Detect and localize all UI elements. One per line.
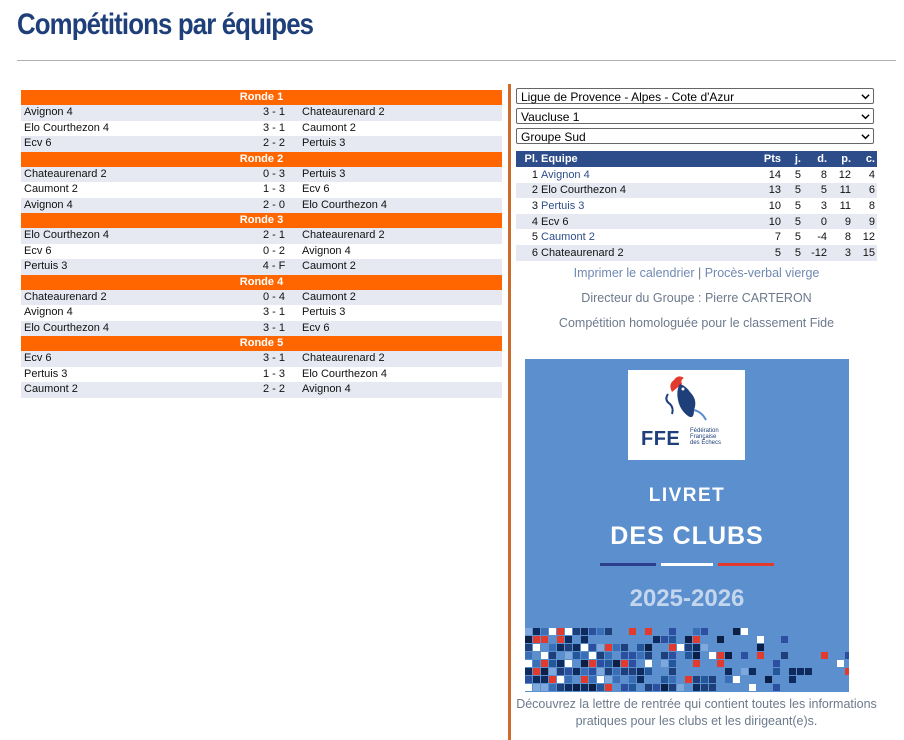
- header-p: p.: [827, 151, 851, 167]
- match-away-team: Pertuis 3: [302, 137, 346, 149]
- match-away-team: Chateaurenard 2: [302, 352, 385, 364]
- rank-cell: 2: [516, 183, 541, 199]
- for-cell: 8: [844, 231, 851, 244]
- round-header: Ronde 4: [21, 275, 502, 290]
- team-link[interactable]: Avignon 4: [541, 168, 590, 181]
- banner-years: 2025-2026: [629, 585, 745, 612]
- header-team: Equipe: [541, 151, 747, 167]
- against-cell: 12: [862, 231, 875, 244]
- chevron-down-icon: [861, 92, 870, 101]
- standings-row: [516, 198, 877, 214]
- match-home-team: Avignon 4: [24, 306, 73, 318]
- banner-title-line2: DES CLUBS: [610, 522, 764, 550]
- ffe-logo: [628, 370, 745, 460]
- standings-table: [516, 151, 877, 261]
- calendar-links: [516, 266, 877, 280]
- division-select-value: Vaucluse 1: [521, 110, 580, 124]
- rooster-icon: [628, 370, 745, 428]
- title-divider: [17, 60, 896, 61]
- match-row: [21, 290, 502, 306]
- blank-report-link[interactable]: Procès-verbal vierge: [704, 266, 820, 280]
- match-score: 3 - 1: [262, 352, 285, 364]
- header-j: j.: [781, 151, 801, 167]
- match-away-team: Ecv 6: [302, 321, 330, 334]
- played-cell: 5: [781, 183, 801, 199]
- match-score: 0 - 4: [262, 290, 285, 303]
- match-score: 2 - 2: [262, 383, 285, 395]
- team-link[interactable]: Caumont 2: [541, 231, 595, 244]
- match-away-team: Chateaurenard 2: [302, 229, 385, 241]
- diff-cell: -4: [817, 231, 827, 244]
- match-home-team: Avignon 4: [24, 198, 73, 211]
- match-score: 3 - 1: [262, 106, 285, 118]
- match-away-team: Caumont 2: [302, 121, 356, 134]
- rank-cell: 5: [531, 231, 538, 244]
- column-divider: [508, 84, 511, 740]
- match-row: [21, 167, 502, 183]
- match-home-team: Elo Courthezon 4: [24, 229, 109, 241]
- against-cell: 15: [851, 245, 877, 261]
- league-select[interactable]: [516, 88, 874, 104]
- match-score: 3 - 1: [262, 121, 285, 134]
- standings-row: [516, 245, 877, 261]
- match-score: 2 - 2: [262, 137, 285, 149]
- rank-cell: 4: [516, 214, 541, 230]
- standings-row: [516, 229, 877, 245]
- match-home-team: Caumont 2: [24, 183, 78, 195]
- match-away-team: Chateaurenard 2: [302, 106, 385, 118]
- team-link[interactable]: Chateaurenard 2: [541, 245, 747, 261]
- diff-cell: -12: [801, 245, 827, 261]
- match-away-team: Pertuis 3: [302, 306, 346, 318]
- header-pts: Pts: [747, 151, 781, 167]
- match-away-team: Caumont 2: [302, 290, 356, 303]
- against-cell: 4: [868, 168, 875, 181]
- match-away-team: Avignon 4: [302, 244, 351, 257]
- points-cell: 14: [768, 168, 781, 181]
- chevron-down-icon: [861, 132, 870, 141]
- for-cell: 3: [827, 245, 851, 261]
- match-home-team: Avignon 4: [24, 106, 73, 118]
- match-row: [21, 244, 502, 260]
- against-cell: 9: [851, 214, 877, 230]
- links-separator: |: [697, 266, 702, 280]
- played-cell: 5: [794, 168, 801, 181]
- round-header: Ronde 5: [21, 336, 502, 351]
- points-cell: 13: [747, 183, 781, 199]
- team-link[interactable]: Pertuis 3: [541, 199, 585, 212]
- played-cell: 5: [794, 199, 801, 212]
- flag-stripe-red: [718, 563, 774, 566]
- match-score: 0 - 2: [262, 244, 285, 257]
- match-row: [21, 228, 502, 244]
- diff-cell: 0: [801, 214, 827, 230]
- match-score: 3 - 1: [262, 321, 285, 334]
- group-select[interactable]: [516, 128, 874, 144]
- match-home-team: Ecv 6: [24, 352, 52, 364]
- match-home-team: Ecv 6: [24, 244, 52, 257]
- match-home-team: Elo Courthezon 4: [24, 121, 109, 134]
- flag-stripe-white: [661, 563, 713, 566]
- match-away-team: Avignon 4: [302, 383, 351, 395]
- team-link[interactable]: Elo Courthezon 4: [541, 183, 747, 199]
- banner-caption: Découvrez la lettre de rentrée qui contient toutes les informations pratiques pour les clubs et les dirigeant(e)s.: [516, 697, 877, 728]
- match-row: [21, 382, 502, 398]
- for-cell: 9: [827, 214, 851, 230]
- match-row: [21, 198, 502, 214]
- header-d: d.: [801, 151, 827, 167]
- against-cell: 8: [868, 199, 875, 212]
- match-row: [21, 367, 502, 383]
- round-header: Ronde 2: [21, 152, 502, 167]
- match-home-team: Elo Courthezon 4: [24, 321, 109, 334]
- round-header: Ronde 3: [21, 213, 502, 228]
- played-cell: 5: [794, 231, 801, 244]
- match-away-team: Elo Courthezon 4: [302, 367, 387, 380]
- diff-cell: 5: [801, 183, 827, 199]
- match-away-team: Pertuis 3: [302, 167, 346, 180]
- page-title: Compétitions par équipes: [17, 8, 314, 41]
- flag-stripe-blue: [600, 563, 656, 566]
- match-home-team: Ecv 6: [24, 137, 52, 149]
- match-home-team: Caumont 2: [24, 383, 78, 395]
- rank-cell: 6: [516, 245, 541, 261]
- match-away-team: Caumont 2: [302, 260, 356, 272]
- match-score: 0 - 3: [262, 167, 285, 180]
- division-select[interactable]: [516, 108, 874, 124]
- match-row: [21, 121, 502, 137]
- print-calendar-link[interactable]: Imprimer le calendrier: [573, 266, 695, 280]
- homologation-note: Compétition homologuée pour le classement Fide: [558, 316, 835, 330]
- match-score: 1 - 3: [262, 183, 285, 195]
- diff-cell: 8: [820, 168, 827, 181]
- ffe-logo-text: FFE: [641, 428, 681, 450]
- match-score: 3 - 1: [262, 306, 285, 318]
- header-pl: Pl.: [516, 151, 541, 167]
- ffe-logo-subtext: Fédération Française des Échecs: [690, 428, 722, 446]
- header-c: c.: [851, 151, 877, 167]
- match-row: [21, 321, 502, 337]
- match-away-team: Elo Courthezon 4: [302, 198, 387, 211]
- played-cell: 5: [781, 245, 801, 261]
- match-row: [21, 182, 502, 198]
- standings-row: [516, 167, 877, 183]
- match-row: [21, 351, 502, 367]
- points-cell: 10: [768, 199, 781, 212]
- pixel-pattern-decoration: [525, 627, 849, 692]
- match-score: 4 - F: [262, 260, 286, 272]
- diff-cell: 3: [820, 199, 827, 212]
- match-home-team: Chateaurenard 2: [24, 167, 107, 180]
- rank-cell: 3: [531, 199, 538, 212]
- match-row: [21, 305, 502, 321]
- group-director: Directeur du Groupe : Pierre CARTERON: [581, 291, 812, 305]
- match-score: 2 - 1: [262, 229, 285, 241]
- points-cell: 7: [774, 231, 781, 244]
- match-home-team: Chateaurenard 2: [24, 290, 107, 303]
- match-score: 2 - 0: [262, 198, 285, 211]
- match-row: [21, 105, 502, 121]
- rounds-table: [21, 90, 502, 398]
- group-select-value: Groupe Sud: [521, 130, 586, 144]
- banner-title-line1: livret: [648, 477, 726, 507]
- standings-row: [516, 183, 877, 199]
- for-cell: 11: [827, 183, 851, 199]
- against-cell: 6: [851, 183, 877, 199]
- livret-banner[interactable]: [525, 359, 849, 692]
- match-home-team: Pertuis 3: [24, 367, 68, 380]
- match-score: 1 - 3: [262, 367, 285, 380]
- rank-cell: 1: [531, 168, 538, 181]
- standings-header-row: [516, 151, 877, 167]
- for-cell: 11: [839, 199, 851, 212]
- points-cell: 5: [747, 245, 781, 261]
- for-cell: 12: [838, 168, 851, 181]
- played-cell: 5: [781, 214, 801, 230]
- match-row: [21, 136, 502, 152]
- match-home-team: Pertuis 3: [24, 260, 68, 272]
- team-link[interactable]: Ecv 6: [541, 214, 747, 230]
- round-header: Ronde 1: [21, 90, 502, 105]
- chevron-down-icon: [861, 112, 870, 121]
- league-select-value: Ligue de Provence - Alpes - Cote d'Azur: [521, 90, 735, 104]
- points-cell: 10: [747, 214, 781, 230]
- match-row: [21, 259, 502, 275]
- match-away-team: Ecv 6: [302, 183, 330, 195]
- standings-row: [516, 214, 877, 230]
